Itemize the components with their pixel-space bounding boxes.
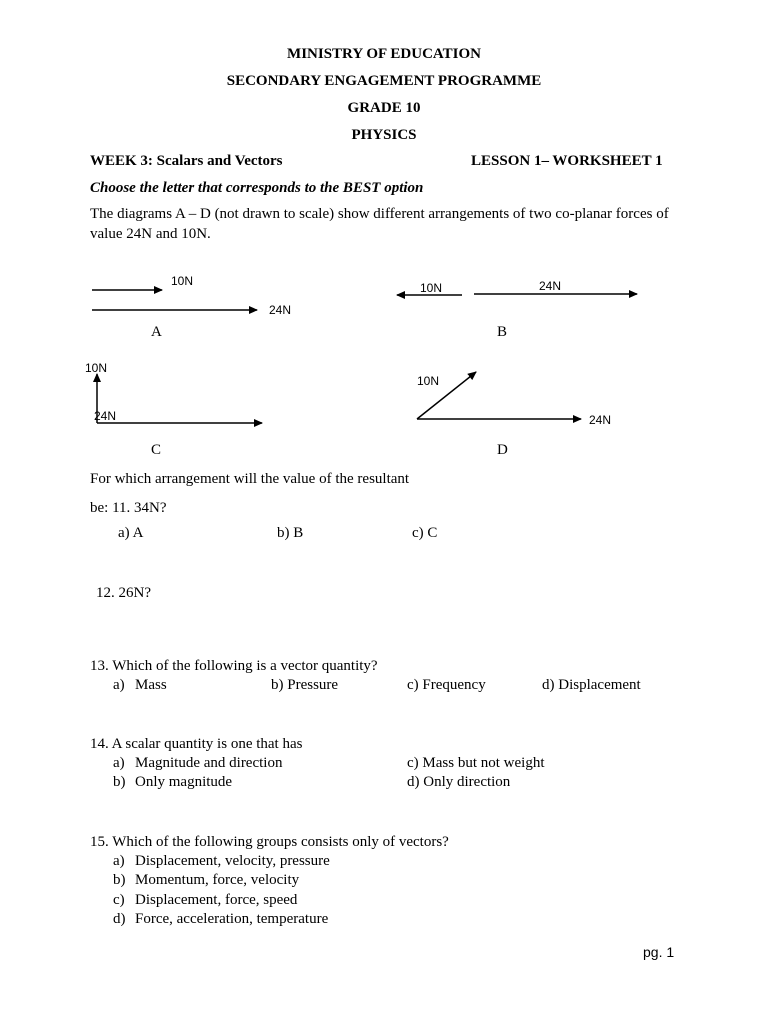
question-13: 13. Which of the following is a vector quantity? [90, 658, 378, 674]
q14-option-b-letter: b) [113, 774, 126, 790]
q14-option-b: Only magnitude [135, 774, 233, 790]
q13-option-c: c) Frequency [407, 677, 486, 693]
intro-line-2: value 24N and 10N. [90, 226, 211, 242]
week-title: WEEK 3: Scalars and Vectors [90, 153, 283, 169]
intro-line-1: The diagrams A – D (not drawn to scale) show different arrangements of two co-planar forces of [90, 206, 669, 222]
diagram-c-caption: C [151, 442, 162, 458]
q15-option-c-letter: c) [113, 892, 125, 908]
diagram-d-10n-label: 10N [417, 374, 440, 388]
diagram-a-24n-label: 24N [269, 303, 292, 317]
q15-option-a: Displacement, velocity, pressure [135, 853, 330, 869]
header-programme: SECONDARY ENGAGEMENT PROGRAMME [226, 73, 542, 89]
diagram-b-10n-label: 10N [420, 281, 443, 295]
q13-option-a-letter: a) [113, 677, 125, 693]
diagram-b-24n-label: 24N [539, 279, 562, 293]
question-14: 14. A scalar quantity is one that has [90, 736, 303, 752]
diagram-c-10n-label: 10N [85, 361, 108, 375]
q11-option-a: a) A [118, 525, 144, 541]
diagram-a-caption: A [151, 324, 162, 340]
header-ministry: MINISTRY OF EDUCATION [287, 46, 481, 62]
question-intro: For which arrangement will the value of the resultant [90, 471, 410, 487]
q15-option-a-letter: a) [113, 853, 125, 869]
lesson-title: LESSON 1– WORKSHEET 1 [471, 153, 663, 169]
page-number: pg. 1 [643, 944, 675, 960]
q11-option-c: c) C [412, 525, 438, 541]
force-diagrams [0, 0, 768, 470]
instruction: Choose the letter that corresponds to the BEST option [90, 180, 424, 196]
q15-option-c: Displacement, force, speed [135, 892, 298, 908]
question-11: be: 11. 34N? [90, 500, 167, 516]
q14-option-d: d) Only direction [407, 774, 511, 790]
q15-option-d: Force, acceleration, temperature [135, 911, 329, 927]
header-subject: PHYSICS [351, 127, 417, 143]
question-12: 12. 26N? [96, 585, 151, 601]
diagram-b-caption: B [497, 324, 508, 340]
q15-option-b: Momentum, force, velocity [135, 872, 300, 888]
diagram-a-10n-label: 10N [171, 274, 194, 288]
header-grade: GRADE 10 [347, 100, 421, 116]
diagram-c-24n-label: 24N [94, 409, 117, 423]
q13-option-d: d) Displacement [542, 677, 641, 693]
q14-option-c: c) Mass but not weight [407, 755, 545, 771]
q11-option-b: b) B [277, 525, 304, 541]
q15-option-b-letter: b) [113, 872, 126, 888]
q15-option-d-letter: d) [113, 911, 126, 927]
question-15: 15. Which of the following groups consists only of vectors? [90, 834, 449, 850]
q14-option-a-letter: a) [113, 755, 125, 771]
diagram-d-24n-label: 24N [589, 413, 612, 427]
diagram-d-caption: D [497, 442, 508, 458]
q13-option-a: Mass [135, 677, 167, 693]
q14-option-a: Magnitude and direction [135, 755, 283, 771]
q13-option-b: b) Pressure [271, 677, 339, 693]
